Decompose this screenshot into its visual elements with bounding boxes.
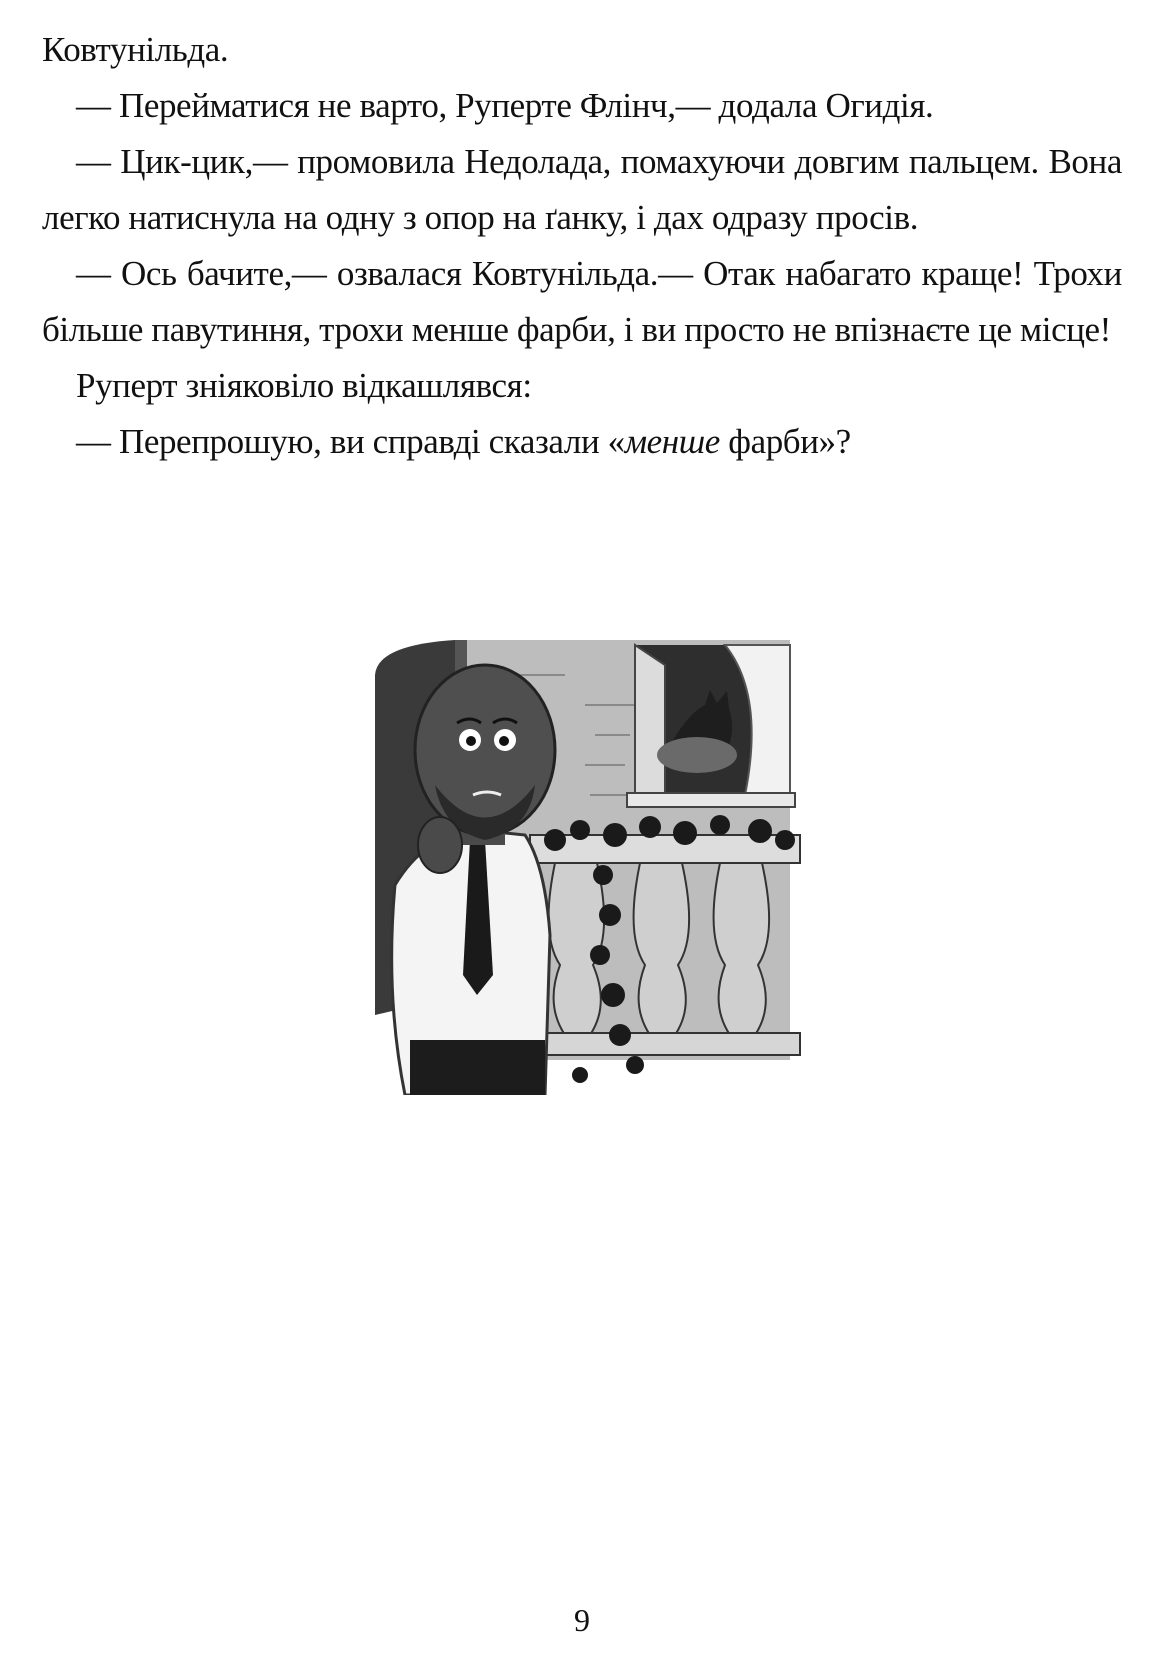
page-number: 9 (574, 1602, 590, 1638)
question-end: фарби»? (719, 422, 851, 461)
body-text (42, 22, 1122, 470)
illustration-rupert-on-porch (365, 635, 825, 1095)
question-emphasis: менше (624, 422, 720, 461)
paragraph-rupert-cough: Руперт зніяковіло відкашлявся: (76, 366, 532, 405)
paragraph-dialogue-kovtunilda: — Ось бачите,— озвалася Ковтунільда.— Отак набагато краще! Трохи більше павутиння, трохи менше фарби, і ви просто не впізнаєте це місце! (42, 254, 1122, 349)
paragraph-continuation: Ковтунільда. (42, 30, 229, 69)
paragraph-rupert-question (42, 414, 1122, 470)
paragraph-dialogue-nedolada: — Цик-цик,— промовила Недолада, помахуючи довгим пальцем. Вона легко натиснула на одну з опор на ґанку, і дах одразу просів. (42, 142, 1122, 237)
paragraph-dialogue-ogidiya: — Перейматися не варто, Руперте Флінч,— додала Огидія. (76, 86, 934, 125)
question-start: — Перепрошую, ви справді сказали « (76, 422, 625, 461)
